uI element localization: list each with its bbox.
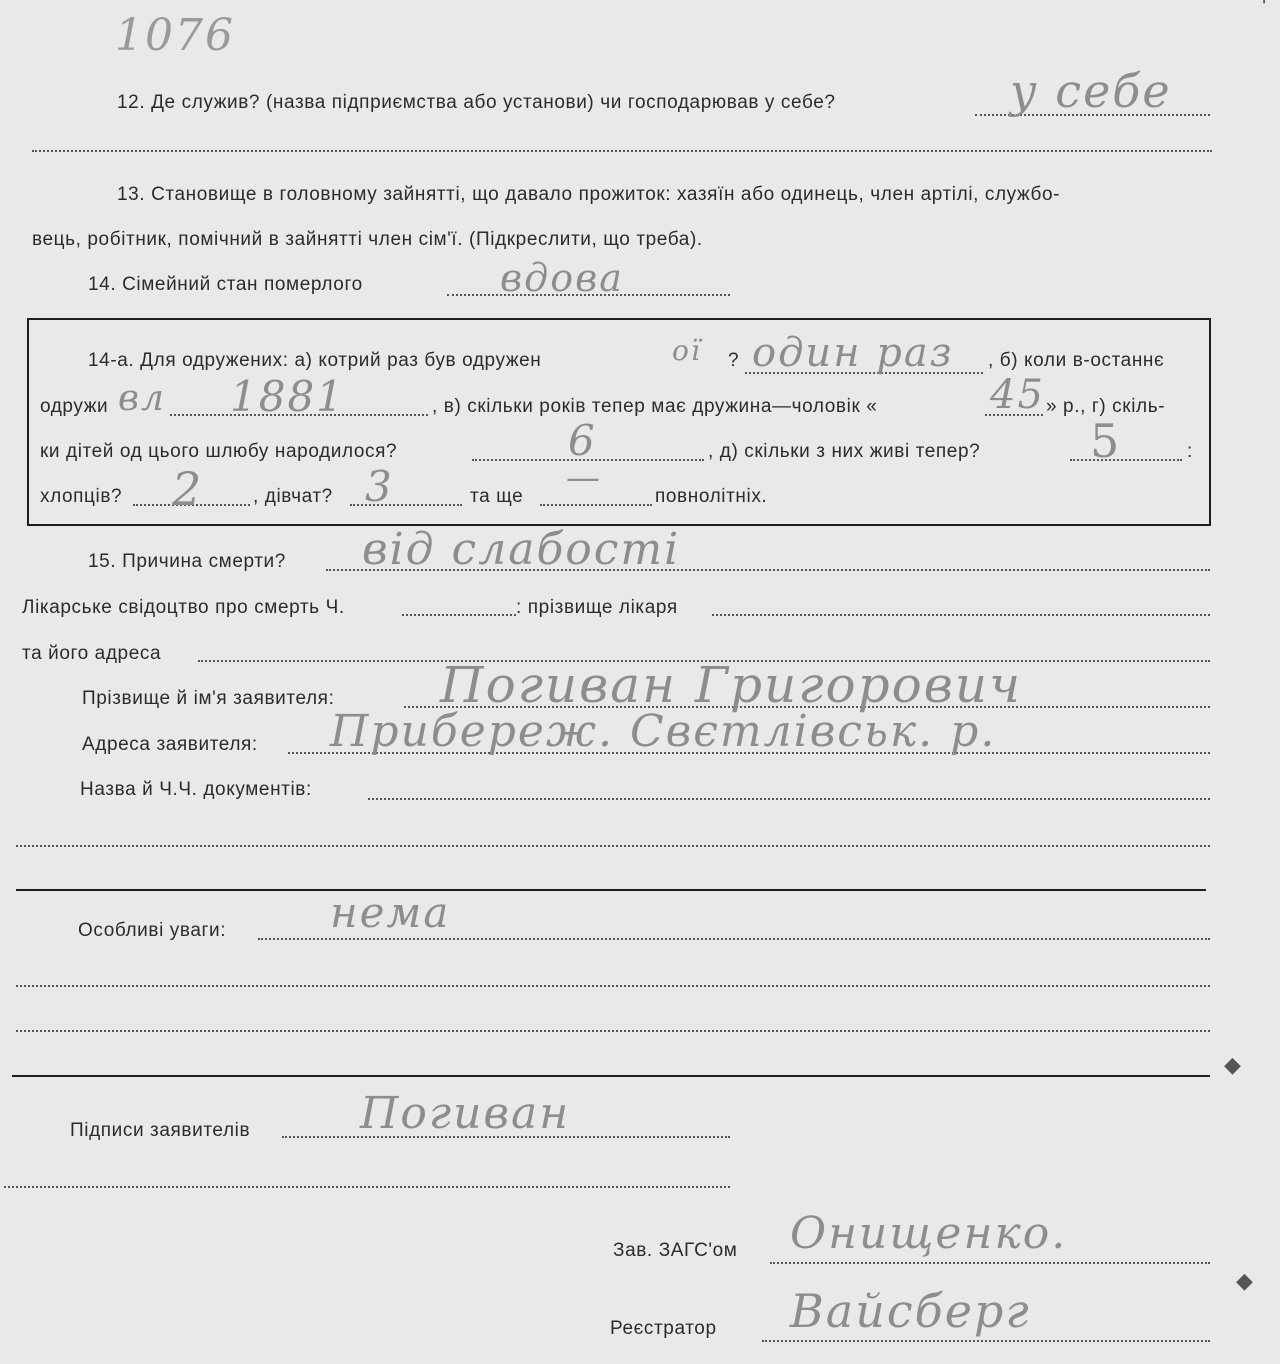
doctor-certificate-line bbox=[402, 614, 516, 616]
q13-line1: 13. Становище в головному зайнятті, що давало прожиток: хазяїн або одинець, член артілі, службо- bbox=[117, 184, 1061, 205]
section-rule-1 bbox=[16, 889, 1206, 891]
signatures-value: Погиван bbox=[360, 1088, 571, 1139]
q14a-adults-label: повнолітніх. bbox=[655, 486, 768, 507]
doctor-certificate-label: Лікарське свідоцтво про смерть Ч. bbox=[22, 597, 345, 618]
zags-label: Зав. ЗАГС'ом bbox=[613, 1240, 738, 1261]
q14a-part1: 14-а. Для одружених: а) котрий раз був одружен bbox=[88, 350, 542, 371]
q12-answer: у себе bbox=[1010, 64, 1172, 118]
q14a-answer-b: 1881 bbox=[230, 372, 345, 421]
pencil-number: 1076 bbox=[115, 10, 235, 61]
notes-label: Особливі уваги: bbox=[78, 920, 227, 941]
corner-mark: ' bbox=[1262, 0, 1267, 19]
applicant-docs-label: Назва й Ч.Ч. документів: bbox=[80, 779, 312, 800]
q14a-part1-end: , б) коли в-останнє bbox=[988, 350, 1165, 371]
q14a-part2-mid: , в) скільки років тепер має дружина—чоловік « bbox=[432, 396, 878, 417]
q14a-answer-a: один раз bbox=[752, 330, 954, 376]
registrar-signature: Вайсберг bbox=[790, 1284, 1031, 1338]
doctor-surname-line bbox=[712, 614, 1210, 616]
q15-label: 15. Причина смерти? bbox=[88, 551, 286, 572]
q14a-boys-label: хлопців? bbox=[40, 486, 123, 507]
q14a-more-label: та ще bbox=[470, 486, 524, 507]
q14a-part3-mid: , д) скільки з них живі тепер? bbox=[708, 441, 981, 462]
doctor-address-label: та його адреса bbox=[22, 643, 162, 664]
q14a-part3-end: : bbox=[1187, 441, 1193, 462]
notes-line-3 bbox=[16, 1030, 1210, 1032]
registrar-line bbox=[762, 1340, 1210, 1342]
q14a-part2-start: одружи bbox=[40, 396, 109, 417]
q14a-answer-d: 6 bbox=[568, 416, 597, 465]
applicant-name-label: Прізвище й ім'я заявителя: bbox=[82, 688, 335, 709]
q14a-answer-c: 45 bbox=[990, 372, 1045, 418]
q14a-part2-end: » р., г) скіль- bbox=[1046, 396, 1166, 417]
applicant-address-label: Адреса заявителя: bbox=[82, 734, 258, 755]
q14a-answer-e: 5 bbox=[1090, 414, 1122, 468]
q14-answer: вдова bbox=[500, 256, 624, 300]
q14a-answer-more: — bbox=[566, 458, 602, 498]
margin-mark-1: ◆ bbox=[1224, 1052, 1241, 1077]
q12-line-2 bbox=[32, 150, 1212, 152]
q14a-answer-girls: 3 bbox=[365, 462, 394, 511]
zags-line bbox=[770, 1262, 1210, 1264]
margin-mark-2: ◆ bbox=[1236, 1268, 1253, 1293]
section-rule-2 bbox=[12, 1075, 1210, 1077]
q14a-e-line bbox=[1070, 459, 1182, 461]
signatures-label: Підписи заявителів bbox=[70, 1120, 251, 1141]
notes-line-2 bbox=[16, 985, 1210, 987]
notes-value: нема bbox=[330, 888, 451, 937]
q15-answer: від слабості bbox=[362, 524, 681, 575]
q14a-part3-start: ки дітей од цього шлюбу народилося? bbox=[40, 441, 398, 462]
applicant-docs-line-2 bbox=[16, 845, 1210, 847]
notes-line bbox=[258, 938, 1210, 940]
q14a-hw-small: ої bbox=[672, 334, 702, 367]
zags-signature: Онищенко. bbox=[790, 1208, 1068, 1259]
doctor-surname-label: : прізвище лікаря bbox=[516, 597, 678, 618]
q14-label: 14. Сімейний стан померлого bbox=[88, 274, 363, 295]
q14a-more-line bbox=[540, 504, 652, 506]
q14a-girls-label: , дівчат? bbox=[253, 486, 333, 507]
q13-line2: вець, робітник, помічний в зайнятті член сім'ї. (Підкреслити, що треба). bbox=[32, 229, 703, 250]
applicant-docs-line bbox=[368, 798, 1210, 800]
q14a-question-mark: ? bbox=[728, 350, 740, 371]
applicant-address-value: Прибереж. Свєтлівськ. р. bbox=[330, 706, 997, 757]
q14a-answer-b-prefix: вл bbox=[118, 378, 166, 419]
q12-label: 12. Де служив? (назва підприємства або установи) чи господарював у себе? bbox=[117, 92, 836, 113]
applicant-name-value: Погиван Григорович bbox=[440, 656, 1023, 714]
registrar-label: Реєстратор bbox=[610, 1318, 717, 1339]
q14a-answer-boys: 2 bbox=[172, 462, 204, 516]
signatures-line-2 bbox=[4, 1186, 730, 1188]
